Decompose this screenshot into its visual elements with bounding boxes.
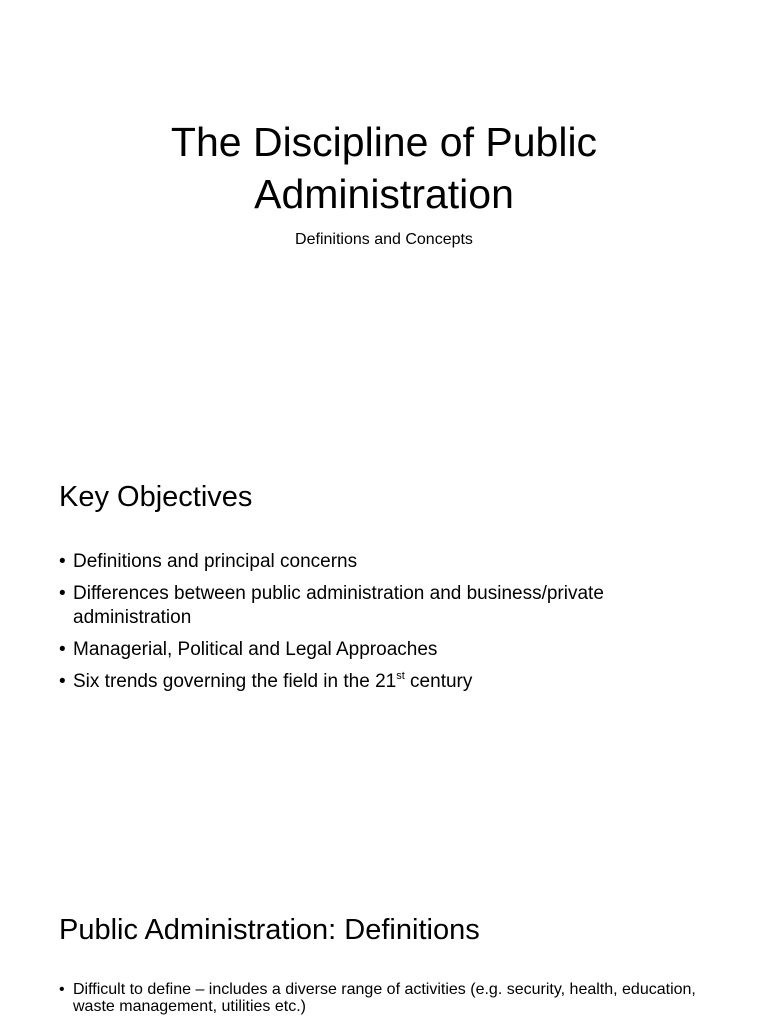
- presentation-subtitle: Definitions and Concepts: [295, 231, 473, 248]
- list-item: [59, 670, 699, 694]
- slide-definitions: [0, 864, 768, 1024]
- bullet-icon: •: [59, 583, 66, 604]
- list-item: [59, 638, 699, 662]
- slide-title: [0, 0, 768, 432]
- slide-heading: Public Administration: Definitions: [59, 914, 480, 946]
- definitions-list: [59, 981, 699, 1021]
- slide-key-objectives: [0, 432, 768, 864]
- list-item-text: Managerial, Political and Legal Approaches: [73, 639, 438, 660]
- list-item-text: Differences between public administration and business/private administration: [73, 583, 604, 628]
- bullet-icon: •: [59, 981, 65, 998]
- list-item-text: Difficult to define – includes a diverse range of activities (e.g. security, health, education, waste management, utilities etc.): [73, 981, 696, 1015]
- list-item: [59, 981, 699, 1015]
- list-item-text-pre: Six trends governing the field in the 21: [73, 671, 397, 692]
- ordinal-suffix: st: [396, 670, 405, 682]
- bullet-icon: •: [59, 671, 66, 692]
- list-item: [59, 582, 699, 630]
- presentation-title: [0, 116, 768, 220]
- objectives-list: [59, 550, 699, 702]
- list-item: [59, 550, 699, 574]
- slide-heading: Key Objectives: [59, 481, 253, 513]
- list-item-text: Definitions and principal concerns: [73, 551, 358, 572]
- list-item-text-post: century: [404, 671, 473, 692]
- bullet-icon: •: [59, 551, 66, 572]
- title-line-1: The Discipline of Public: [170, 119, 598, 165]
- title-line-2: Administration: [254, 171, 514, 217]
- bullet-icon: •: [59, 639, 66, 660]
